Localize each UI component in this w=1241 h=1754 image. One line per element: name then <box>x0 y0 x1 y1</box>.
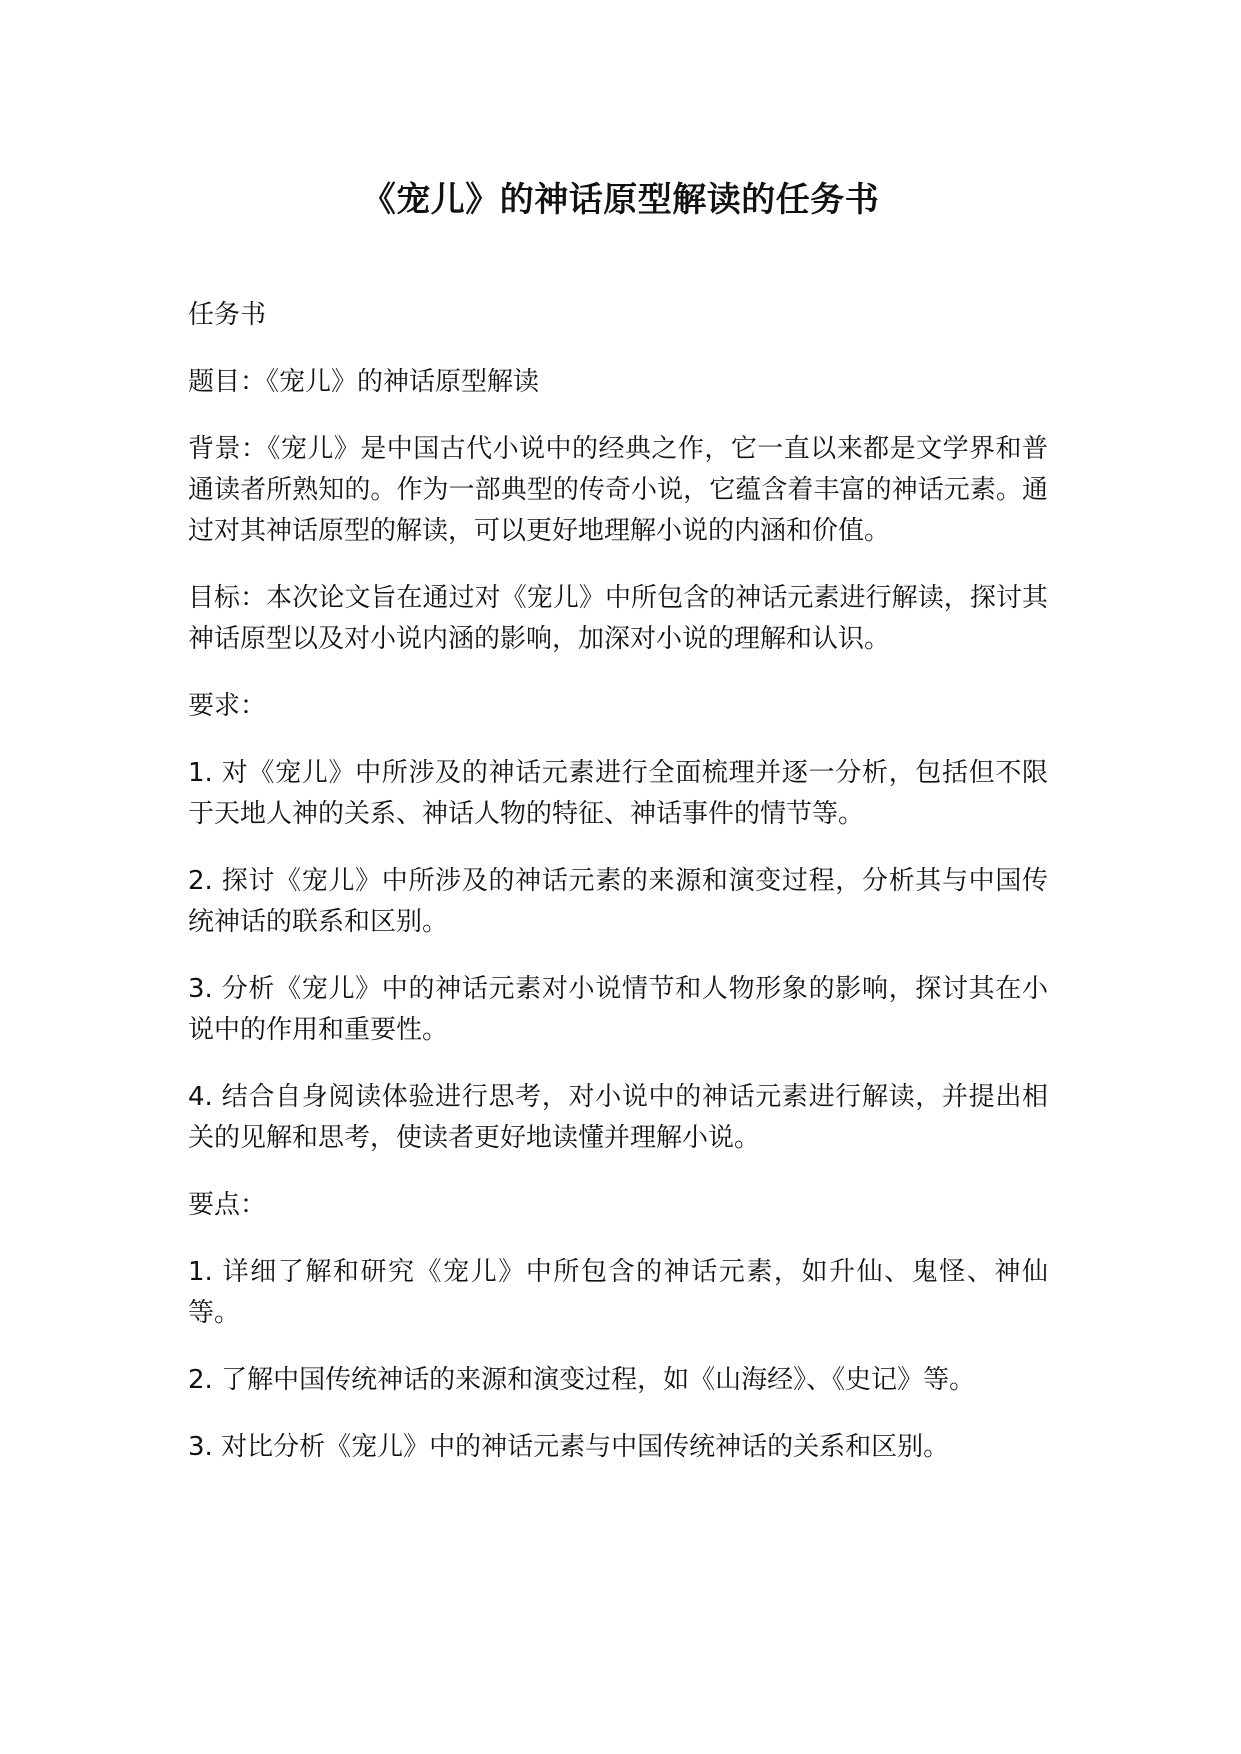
paragraph-topic: 题目：《宠儿》的神话原型解读 <box>188 367 540 397</box>
document-body <box>188 295 1048 1494</box>
requirement-item-2: 2. 探讨《宠儿》中所涉及的神话元素的来源和演变过程，分析其与中国传统神话的联系和区别。 <box>188 866 1048 937</box>
requirement-item-4: 4. 结合自身阅读体验进行思考，对小说中的神话元素进行解读，并提出相关的见解和思考，使读者更好地读懂并理解小说。 <box>188 1082 1048 1153</box>
paragraph-background: 背景：《宠儿》是中国古代小说中的经典之作，它一直以来都是文学界和普通读者所熟知的。作为一部典型的传奇小说，它蕴含着丰富的神话元素。通过对其神话原型的解读，可以更好地理解小说的内涵和价值。 <box>188 434 1048 546</box>
paragraph-heading: 任务书 <box>188 300 267 330</box>
keypoint-item-3: 3. 对比分析《宠儿》中的神话元素与中国传统神话的关系和区别。 <box>188 1432 950 1462</box>
paragraph-keypoints-heading: 要点： <box>188 1190 267 1220</box>
requirement-item-1: 1. 对《宠儿》中所涉及的神话元素进行全面梳理并逐一分析，包括但不限于天地人神的关系、神话人物的特征、神话事件的情节等。 <box>188 758 1048 829</box>
document-title: 《宠儿》的神话原型解读的任务书 <box>361 180 880 220</box>
keypoint-item-2: 2. 了解中国传统神话的来源和演变过程，如《山海经》、《史记》等。 <box>188 1365 976 1395</box>
paragraph-goal: 目标：本次论文旨在通过对《宠儿》中所包含的神话元素进行解读，探讨其神话原型以及对小说内涵的影响，加深对小说的理解和认识。 <box>188 583 1048 654</box>
paragraph-requirements-heading: 要求： <box>188 691 267 721</box>
requirement-item-3: 3. 分析《宠儿》中的神话元素对小说情节和人物形象的影响，探讨其在小说中的作用和重要性。 <box>188 974 1048 1045</box>
keypoint-item-1: 1. 详细了解和研究《宠儿》中所包含的神话元素，如升仙、鬼怪、神仙等。 <box>188 1257 1048 1328</box>
